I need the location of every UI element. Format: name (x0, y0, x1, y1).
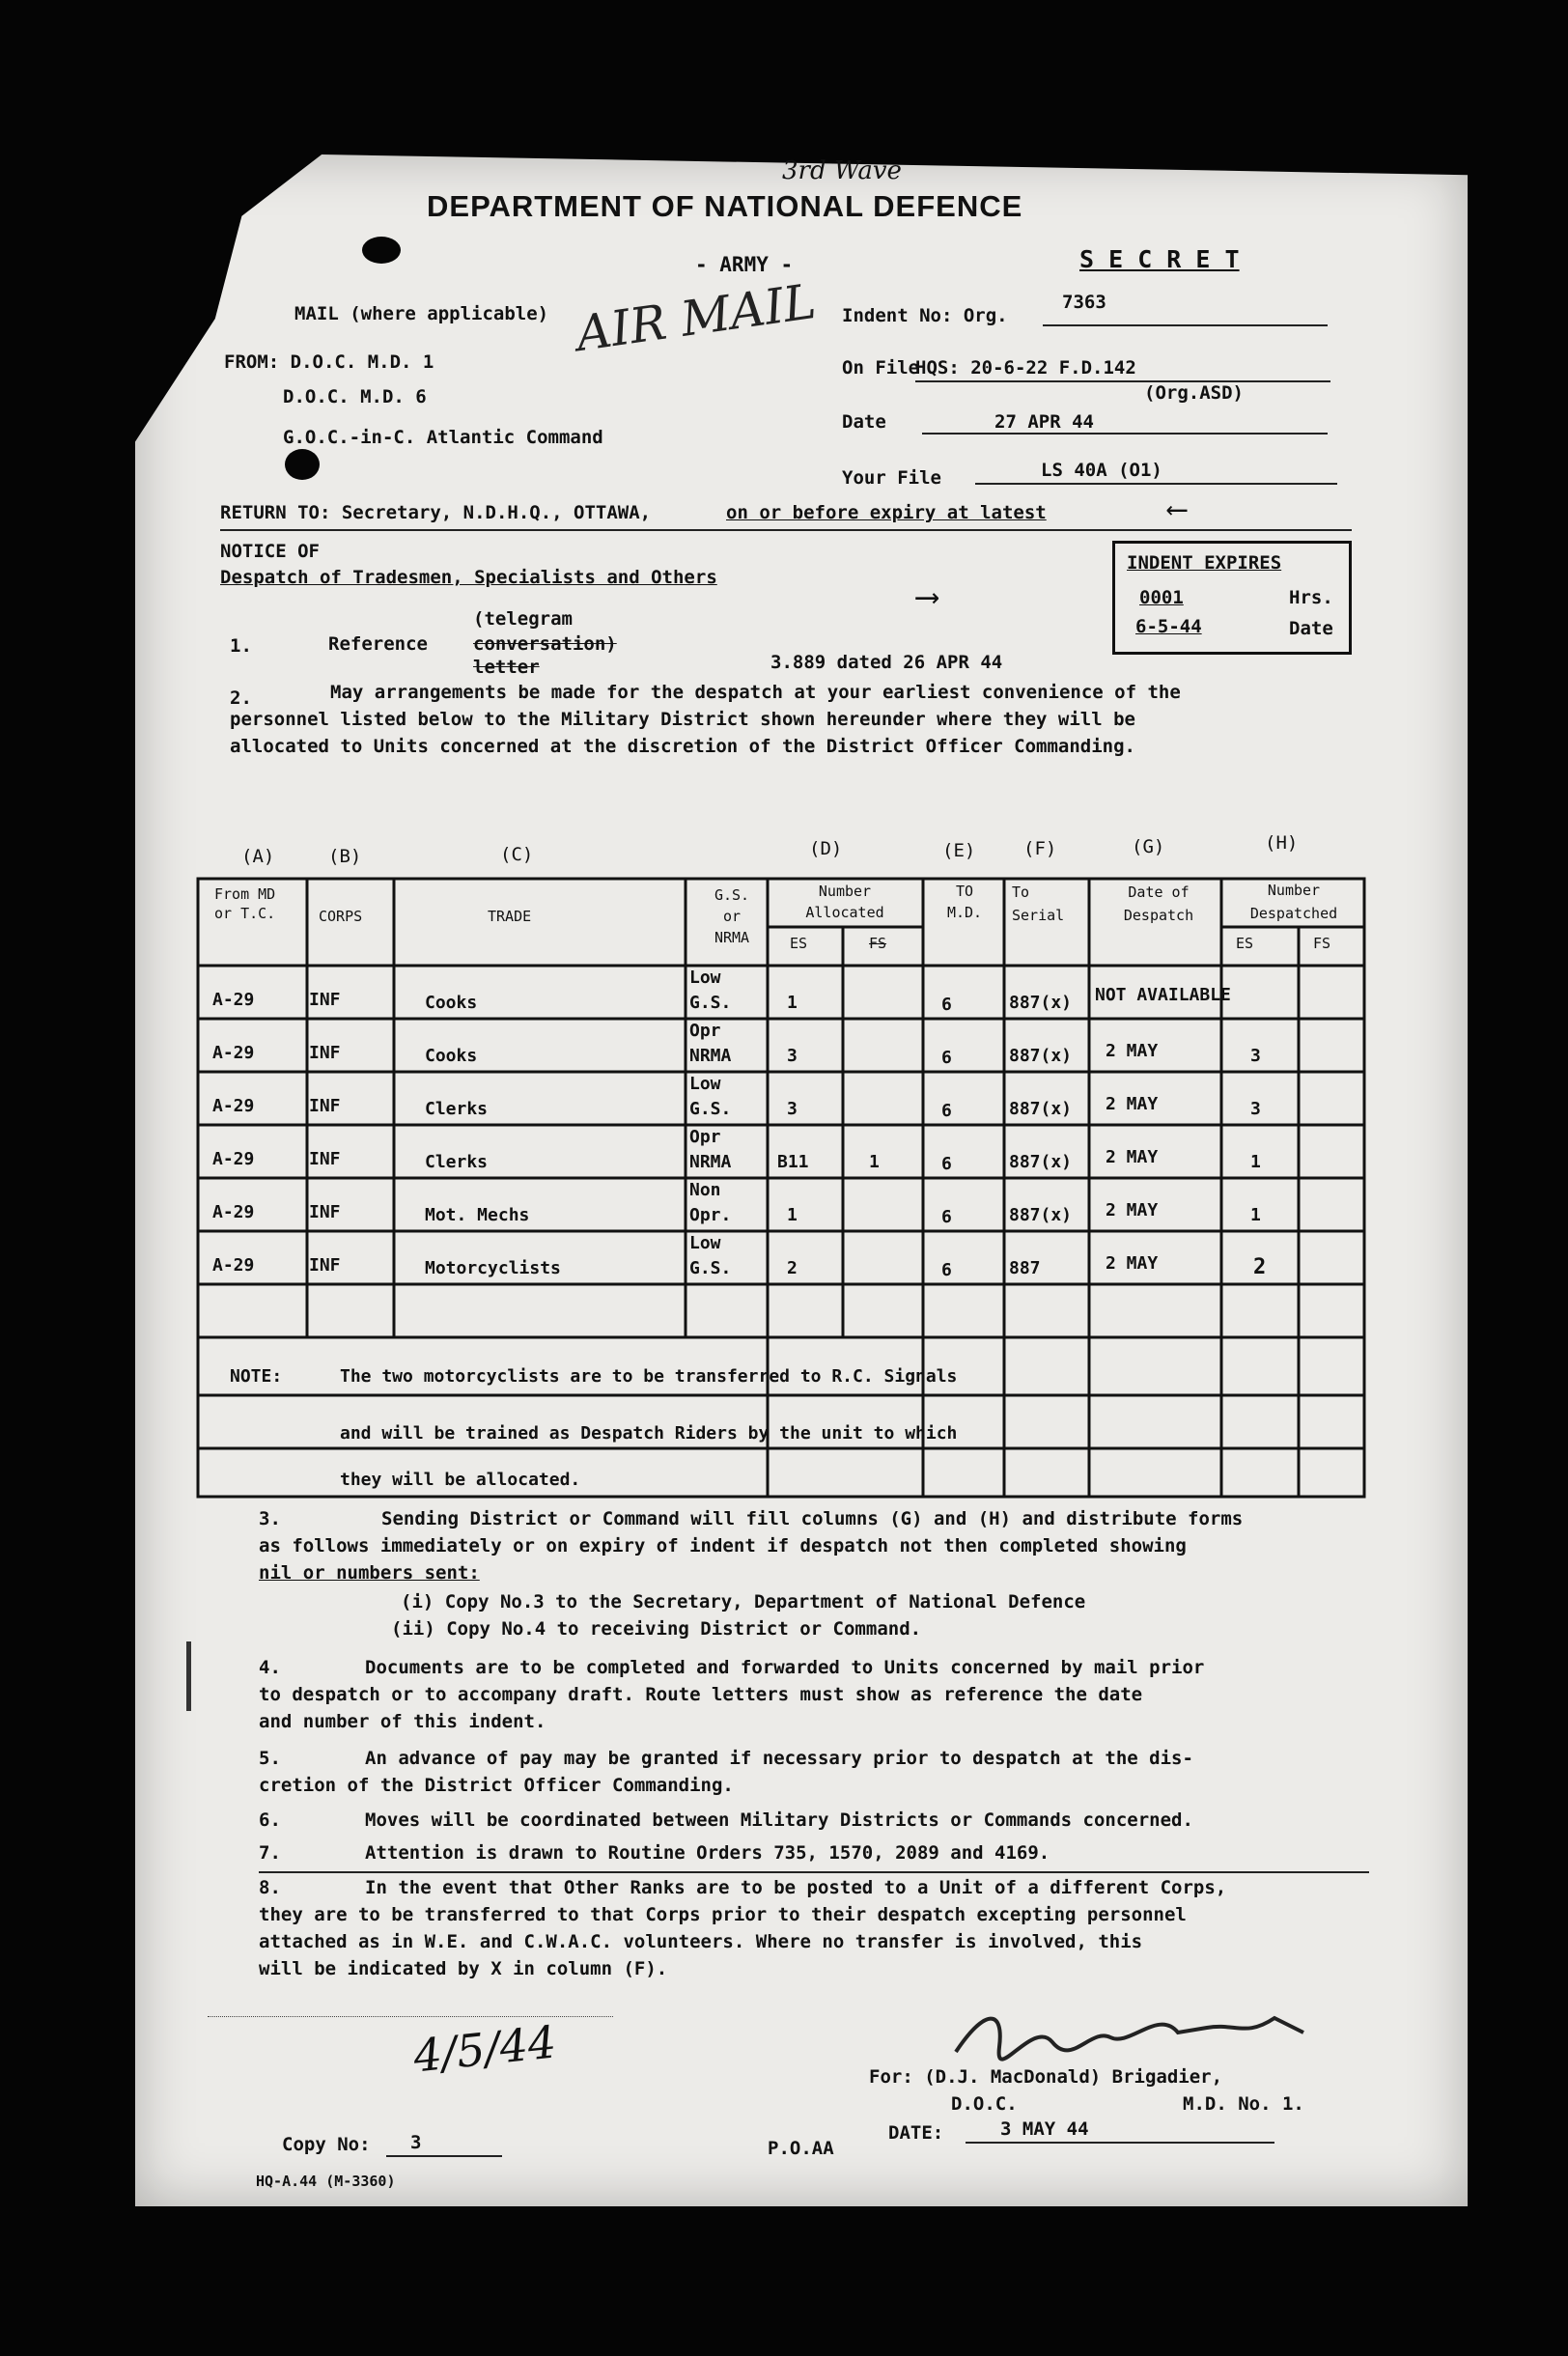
table-row-4-corps: INF (309, 1149, 341, 1169)
table-row-4-trade: Clerks (425, 1152, 489, 1172)
date-label: Date (842, 411, 886, 433)
col-letter-e: (E) (942, 840, 976, 861)
th-date-despatch: Date of Despatch (1123, 884, 1194, 924)
th-from: From MD or T.C. (214, 885, 276, 922)
poaa-label: P.O.AA (768, 2138, 834, 2159)
th-gs: G.S. or NRMA (714, 886, 750, 946)
note-label: NOTE: (230, 1366, 283, 1387)
table-row-1-from: A-29 (212, 990, 255, 1010)
para3-line-3: nil or numbers sent: (259, 1562, 480, 1584)
return-to-line: RETURN TO: Secretary, N.D.H.Q., OTTAWA, (220, 502, 652, 523)
para4-num: 4. (259, 1657, 281, 1678)
notice-title: Despatch of Tradesmen, Specialists and Others (220, 567, 717, 588)
form-number: HQ-A.44 (M-3360) (256, 2173, 396, 2190)
expires-date: 6-5-44 (1135, 616, 1202, 637)
para5-line-1: An advance of pay may be granted if necessary prior to despatch at the dis- (365, 1748, 1193, 1769)
th-number-despatched: Number Despatched (1249, 882, 1338, 922)
para8-line-1: In the event that Other Ranks are to be posted to a Unit of a different Corps, (365, 1877, 1227, 1898)
signature-doc: D.O.C. (951, 2093, 1018, 2115)
para6-num: 6. (259, 1809, 281, 1831)
para4-line-2: to despatch or to accompany draft. Route letters must show as reference the date (259, 1684, 1143, 1705)
table-row-5-md: 6 (941, 1207, 952, 1227)
col-letter-b: (B) (328, 846, 362, 867)
table-row-3-trade: Clerks (425, 1099, 489, 1119)
table-row-3-serial: 887(x) (1009, 1099, 1073, 1119)
para4-line-1: Documents are to be completed and forwarded to Units concerned by mail prior (365, 1657, 1205, 1678)
on-file-label: On File (842, 357, 920, 379)
signature-date: 3 MAY 44 (1000, 2118, 1089, 2140)
ref-telegram: (telegram (473, 608, 573, 630)
para2-line-2: personnel listed below to the Military District shown hereunder where they will be (230, 709, 1135, 730)
para3-item-i: (i) Copy No.3 to the Secretary, Department of National Defence (401, 1591, 1086, 1613)
para3-line-1: Sending District or Command will fill columns (G) and (H) and distribute forms (381, 1508, 1244, 1529)
table-row-1-date: NOT AVAILABLE (1095, 985, 1231, 1005)
signature-md: M.D. No. 1. (1183, 2093, 1304, 2115)
table-row-4-gs: Opr NRMA (689, 1127, 732, 1172)
handwritten-initials: 4/5/44 (410, 2015, 559, 2083)
para6-line-1: Moves will be coordinated between Military Districts or Commands concerned. (365, 1809, 1193, 1831)
table-row-6-md: 6 (941, 1260, 952, 1280)
para1-num: 1. (230, 635, 252, 657)
table-row-5-from: A-29 (212, 1202, 255, 1222)
table-row-5-corps: INF (309, 1202, 341, 1222)
table-row-2-from: A-29 (212, 1043, 255, 1063)
ref-letter: letter (473, 657, 540, 678)
th-to-serial: To Serial (1012, 884, 1065, 924)
para3-item-ii: (ii) Copy No.4 to receiving District or Command. (391, 1618, 922, 1640)
table-row-2-gs: Opr NRMA (689, 1021, 732, 1066)
th-es: ES (790, 935, 808, 952)
table-row-1-trade: Cooks (425, 993, 478, 1013)
on-file-org: (Org.ASD) (1144, 382, 1244, 404)
para8-line-4: will be indicated by X in column (F). (259, 1958, 668, 1979)
margin-mark (186, 1641, 191, 1711)
para2-line-1: May arrangements be made for the despatch at your earliest convenience of the (330, 682, 1181, 703)
table-row-4-fs: 1 (869, 1152, 880, 1172)
table-row-4-despatched: 1 (1250, 1152, 1261, 1172)
para7-line-1: Attention is drawn to Routine Orders 735, 1570, 2089 and 4169. (365, 1842, 1050, 1864)
ref-conversation: conversation) (473, 633, 617, 655)
signature-scribble (946, 1999, 1352, 2066)
table-row-2-date: 2 MAY (1106, 1041, 1159, 1061)
table-row-3-md: 6 (941, 1101, 952, 1121)
th-fs-2: FS (1313, 935, 1331, 952)
col-letter-d: (D) (809, 838, 843, 859)
table-row-3-despatched: 3 (1250, 1099, 1261, 1119)
col-letter-g: (G) (1132, 836, 1165, 857)
indent-date: 27 APR 44 (994, 411, 1094, 433)
mail-line: MAIL (where applicable) (294, 303, 549, 324)
th-es-2: ES (1236, 935, 1254, 952)
para8-num: 8. (259, 1877, 281, 1898)
copy-no-label: Copy No: (282, 2134, 371, 2155)
ref-details: 3.889 dated 26 APR 44 (770, 652, 1003, 673)
para3-line-2: as follows immediately or on expiry of indent if despatch not then completed showing (259, 1535, 1187, 1557)
table-row-5-serial: 887(x) (1009, 1205, 1073, 1225)
from-line-3: G.O.C.-in-C. Atlantic Command (283, 427, 603, 448)
army-label: - ARMY - (695, 253, 794, 276)
expires-hrs-label: Hrs. (1289, 587, 1333, 608)
table-row-5-trade: Mot. Mechs (425, 1205, 530, 1225)
indent-no: 7363 (1062, 292, 1106, 313)
indent-no-label: Indent No: Org. (842, 305, 1008, 326)
table-row-3-gs: Low G.S. (689, 1074, 732, 1119)
para5-line-2: cretion of the District Officer Commanding. (259, 1775, 734, 1796)
table-row-6-date: 2 MAY (1106, 1253, 1159, 1274)
table-row-4-md: 6 (941, 1154, 952, 1174)
expires-hrs: 0001 (1139, 587, 1184, 608)
hole-punch-mark (362, 237, 401, 264)
table-row-6-from: A-29 (212, 1255, 255, 1276)
table-row-6-trade: Motorcyclists (425, 1258, 561, 1278)
air-mail-handwritten: AIR MAIL (573, 272, 820, 363)
col-letter-f: (F) (1023, 838, 1057, 859)
th-to-md: TO M.D. (946, 883, 983, 921)
table-row-5-date: 2 MAY (1106, 1200, 1159, 1220)
table-row-3-corps: INF (309, 1096, 341, 1116)
table-row-6-gs: Low G.S. (689, 1233, 732, 1278)
from-line-2: D.O.C. M.D. 6 (283, 386, 427, 407)
table-row-6-despatched: 2 (1253, 1255, 1267, 1279)
para3-num: 3. (259, 1508, 281, 1529)
para8-line-3: attached as in W.E. and C.W.A.C. volunteers. Where no transfer is involved, this (259, 1931, 1143, 1952)
table-row-2-corps: INF (309, 1043, 341, 1063)
para5-num: 5. (259, 1748, 281, 1769)
table-row-2-trade: Cooks (425, 1046, 478, 1066)
reference-label: Reference (328, 633, 428, 655)
signature-for: For: (D.J. MacDonald) Brigadier, (869, 2066, 1223, 2088)
table-row-6-corps: INF (309, 1255, 341, 1276)
table-row-4-from: A-29 (212, 1149, 255, 1169)
your-file-label: Your File (842, 467, 941, 489)
para2-num: 2. (230, 687, 252, 709)
table-row-5-gs: Non Opr. (689, 1180, 732, 1225)
table-row-1-gs: Low G.S. (689, 968, 732, 1013)
note-line-1: The two motorcyclists are to be transferred to R.C. Signals (340, 1366, 958, 1387)
para7-num: 7. (259, 1842, 281, 1864)
table-row-2-despatched: 3 (1250, 1046, 1261, 1066)
return-to-tail: on or before expiry at latest (726, 502, 1047, 523)
col-letter-c: (C) (500, 844, 534, 865)
table-row-2-es: 3 (787, 1046, 798, 1066)
para8-line-2: they are to be transferred to that Corps prior to their despatch excepting personnel (259, 1904, 1187, 1925)
table-row-6-serial: 887 (1009, 1258, 1041, 1278)
table-row-3-date: 2 MAY (1106, 1094, 1159, 1114)
table-row-1-es: 1 (787, 993, 798, 1013)
on-file-ref: HQS: 20-6-22 F.D.142 (915, 357, 1136, 379)
table-row-4-date: 2 MAY (1106, 1147, 1159, 1167)
note-line-3: they will be allocated. (340, 1470, 581, 1490)
table-row-4-serial: 887(x) (1009, 1152, 1073, 1172)
th-fs: FS (869, 935, 887, 952)
col-letter-h: (H) (1265, 832, 1299, 854)
from-line-1: FROM: D.O.C. M.D. 1 (224, 351, 434, 373)
table-row-2-md: 6 (941, 1048, 952, 1068)
table-row-6-es: 2 (787, 1258, 798, 1278)
table-row-3-es: 3 (787, 1099, 798, 1119)
signature-date-label: DATE: (888, 2122, 944, 2144)
copy-no: 3 (410, 2132, 422, 2153)
hole-punch-mark-2 (285, 449, 320, 480)
arrow-right-icon: ⟶ (917, 577, 938, 616)
para2-line-3: allocated to Units concerned at the discretion of the District Officer Commanding. (230, 736, 1135, 757)
table-row-1-corps: INF (309, 990, 341, 1010)
table-row-5-despatched: 1 (1250, 1205, 1261, 1225)
th-corps: CORPS (319, 908, 363, 925)
table-row-1-serial: 887(x) (1009, 993, 1073, 1013)
arrow-left-icon: ⟵ (1168, 492, 1187, 526)
expires-date-label: Date (1289, 618, 1333, 639)
table-row-5-es: 1 (787, 1205, 798, 1225)
indent-expires-title: INDENT EXPIRES (1127, 552, 1282, 574)
th-trade: TRADE (488, 908, 532, 925)
table-row-4-es: B11 (777, 1152, 809, 1172)
para4-line-3: and number of this indent. (259, 1711, 546, 1732)
table-row-3-from: A-29 (212, 1096, 255, 1116)
table-row-2-serial: 887(x) (1009, 1046, 1073, 1066)
col-letter-a: (A) (241, 846, 275, 867)
table-row-1-md: 6 (941, 995, 952, 1015)
secret-stamp: S E C R E T (1079, 245, 1240, 273)
department-title: DEPARTMENT OF NATIONAL DEFENCE (427, 189, 1023, 223)
th-number-allocated: Number Allocated (805, 883, 884, 921)
notice-of: NOTICE OF (220, 541, 320, 562)
handwritten-note: 3rd Wave (782, 156, 902, 185)
note-line-2: and will be trained as Despatch Riders by the unit to which (340, 1423, 958, 1444)
your-file: LS 40A (O1) (1041, 460, 1162, 481)
